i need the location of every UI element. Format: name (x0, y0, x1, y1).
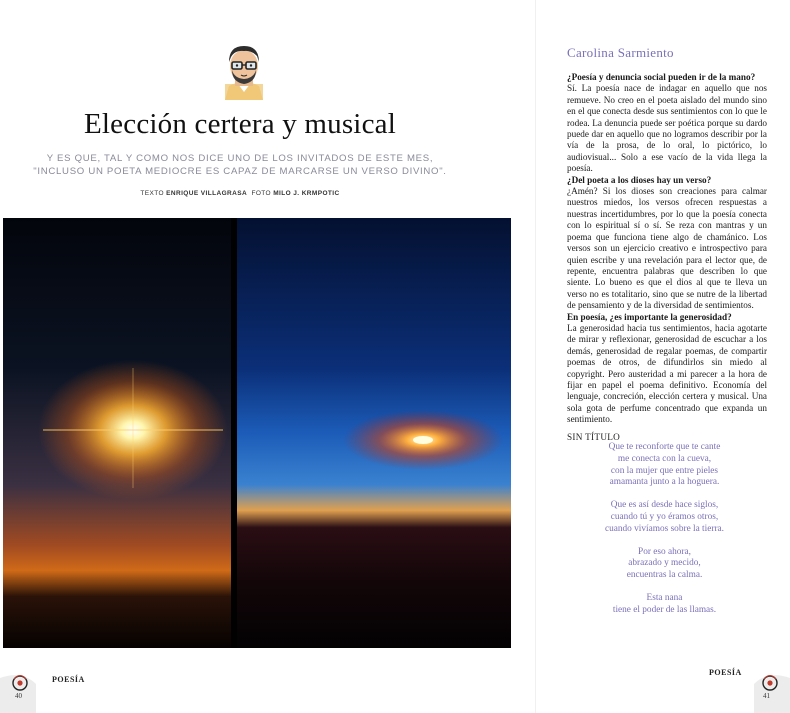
page-number: 41 (763, 692, 770, 700)
credit-text-author: ENRIQUE VILLAGRASA (166, 190, 248, 197)
interview-answer: La generosidad hacia tus sentimientos, hacia agotarte de mirar y reflexionar, generosidad de escuchar a los demás, generosidad de regalar poemas, de compartir poemas de otros, de difundirlos sin miedo al copyright. Pero austeridad a mi parecer a la hora de fijar en papel el poema definitivo. Economía del lenguaje, concreción, elección certera y musical. Una sola gota de perfume concentrado que expanda un sentimiento. (567, 322, 767, 425)
poem-stanza (567, 500, 762, 535)
poem-line: Por eso ahora, (638, 546, 691, 557)
poem-line: abrazado y mecido, (628, 558, 701, 569)
subtitle-line: "INCLUSO UN POETA MEDIOCRE ES CAPAZ DE MARCARSE UN VERSO DIVINO". (33, 166, 447, 177)
poem-line: con la mujer que entre pieles (610, 465, 719, 476)
illustrated-portrait-icon (219, 42, 269, 100)
poem-line: Esta nana (646, 592, 683, 603)
poem-line: amamanta junto a la hoguera. (609, 477, 720, 488)
sunset-photo (3, 218, 511, 648)
page-gutter (535, 0, 536, 713)
section-label: POESÍA (709, 668, 742, 677)
poem-stanza (567, 547, 762, 582)
article-headline: Elección certera y musical (84, 108, 396, 140)
poem-title: SIN TÍTULO (567, 432, 621, 442)
interview-answer: ¿Amén? Si los dioses son creaciones para calmar nuestros miedos, los versos ofrecen respuestas a nuestras incertidumbres, por lo que la poesía conecta con lo espiritual sí o sí. Se reza con mantras y un poema que funciona tiene algo de chamánico. Los versos son un ejercicio creativo e introspectivo para quien escribe y una revelación para el lector que, de repente, encuentra palabras que describen lo que siente. Lo bueno es que el dios al que te lleva un verso no es totalitario, sino que se nutre de la libertad de pensamiento y de la diversidad de sentimientos. (567, 186, 767, 311)
interview-question: ¿Del poeta a los dioses hay un verso? (567, 174, 712, 185)
poem-line: tiene el poder de las llamas. (612, 604, 717, 615)
interview-question: En poesía, ¿es importante la generosidad? (567, 311, 732, 322)
poem-body (567, 442, 762, 628)
credit-photo-label: FOTO (251, 190, 272, 197)
poem-stanza (567, 593, 762, 617)
credit-photo-author: MILO J. KRMPOTIC (273, 190, 340, 197)
subtitle-line: Y ES QUE, TAL Y COMO NOS DICE UNO DE LOS INVITADOS DE ESTE MES, (46, 153, 434, 164)
article-credits (0, 190, 480, 197)
article-subtitle (20, 152, 460, 178)
poem-line: encuentras la calma. (626, 570, 703, 581)
poem-stanza (567, 442, 762, 489)
poem-line: Que es así desde hace siglos, (610, 500, 719, 511)
interviewee-name: Carolina Sarmiento (567, 45, 674, 60)
page-number: 40 (15, 692, 22, 700)
poem-line: cuando tú y yo éramos otros, (610, 511, 719, 522)
credit-text-label: TEXTO (140, 190, 164, 197)
section-label: POESÍA (52, 675, 85, 684)
interview-answer: Sí. La poesía nace de indagar en aquello que nos remueve. No creo en el poeta aislado del mundo sino en el que conecta desde sus sentimientos con lo que le rodea. La denuncia puede ser poética porque su dardo puede dar en aquello que no logramos describir por la vía de la prosa, de lo oral, lo pictórico, lo audiovisual... Solo a ese vacío de la vida llega la poesía. (567, 83, 767, 174)
poem-line: Que te reconforte que te cante (608, 442, 721, 452)
poem-line: me conecta con la cueva, (617, 453, 712, 464)
interview-question: ¿Poesía y denuncia social pueden ir de la mano? (567, 72, 756, 82)
interview-body (567, 72, 767, 426)
folio-disc-icon (754, 658, 790, 713)
poem-line: cuando vivíamos sobre la tierra. (604, 523, 724, 534)
folio-disc-icon (0, 658, 36, 713)
